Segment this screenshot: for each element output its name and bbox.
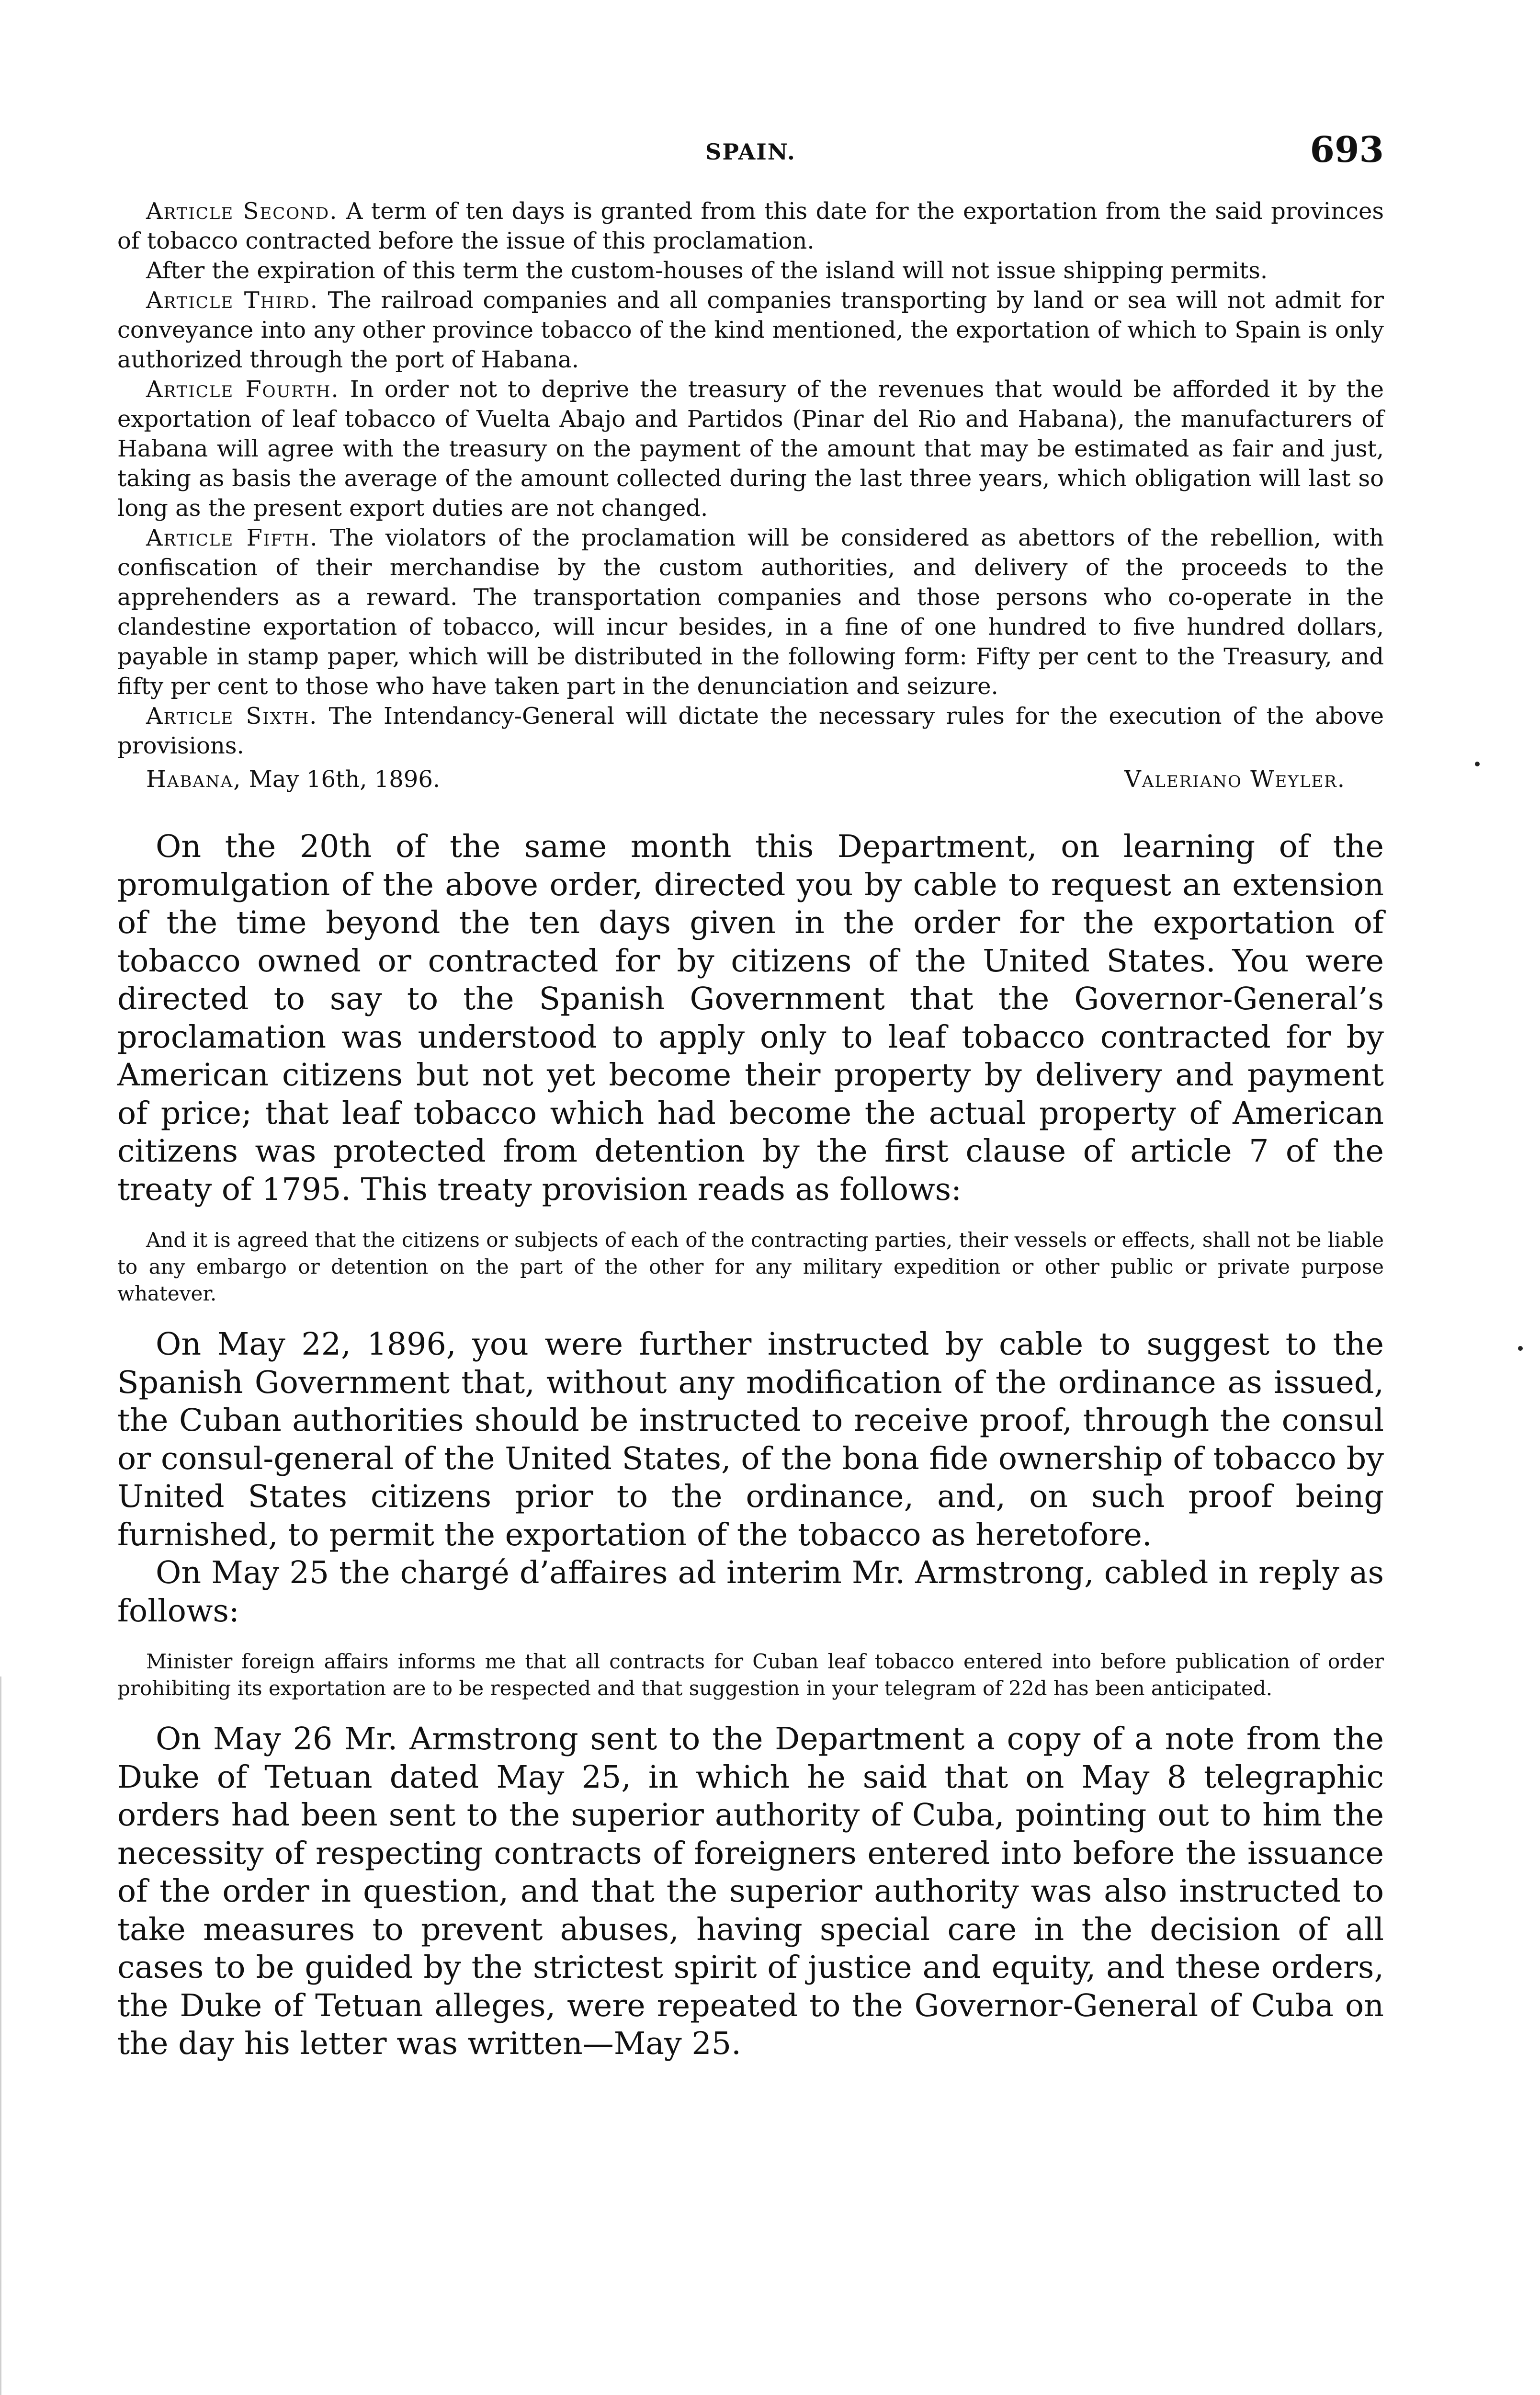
article-text: A term of ten days is granted from this date for the exportation from the said provinces of tobacco contracted before the issue of this proclamation. [117,198,1384,254]
article-third [117,285,1384,375]
page-header [117,129,1384,182]
page-number: 693 [1310,129,1384,171]
article-text: The railroad companies and all companies transporting by land or sea will not admit for conveyance into any other province tobacco of the kind mentioned, the exportation of which to Spain is only authorized through the port of Habana. [117,287,1384,373]
article-fourth [117,375,1384,523]
proclamation-text [117,196,1384,794]
article-text: The violators of the proclamation will be considered as abettors of the rebellion, with confiscation of their merchandise by the custom authorities, and delivery of the proceeds to the apprehenders as a reward. The transportation companies and those persons who co-operate in the clandestine exportation of tobacco, will incur besides, in a fine of one hundred to five hundred dollars, payable in stamp paper, which will be distributed in the following form: Fifty per cent to the Treasury, and fifty per cent to those who have taken part in the denunciation and seizure. [117,525,1384,700]
signature-date [146,764,440,794]
page-edge-line [0,1676,1,2395]
treaty-quote: And it is agreed that the citizens or subjects of each of the contracting parties, their vessels or effects, shall not be liable to any embargo or detention on the part of the other for any military expedition or other public or private purpose whatever. [117,1228,1384,1305]
article-label: Article Third. [146,287,318,314]
article-fifth [117,523,1384,701]
body-paragraph-2: On May 22, 1896, you were further instructed by cable to suggest to the Spanish Government that, without any modification of the ordinance as issued, the Cuban authorities should be instructed to receive proof, through the consul or consul-general of the United States, of the bona fide ownership of tobacco by United States citizens prior to the ordinance, and, on such proof being furnished, to permit the exportation of the tobacco as heretofore. [117,1326,1384,1553]
article-label: Article Fourth. [146,376,340,403]
signature-line [117,764,1384,794]
article-label: Article Second. [146,198,338,225]
article-sixth [117,701,1384,761]
cable-quote: Minister foreign affairs informs me that all contracts for Cuban leaf tobacco entered into before publication of order prohibiting its exportation are to be respected and that suggestion in your telegram of 22d has been anticipated. [117,1650,1384,1700]
article-second [117,196,1384,256]
signature-date-text: May 16th, 1896. [241,766,441,793]
margin-speck [1475,762,1480,766]
body-paragraph-3: On May 25 the chargé d’affaires ad interim Mr. Armstrong, cabled in reply as follows: [117,1555,1384,1629]
signature-place: Habana, [146,766,242,793]
article-text: In order not to deprive the treasury of the revenues that would be afforded it by the exportation of leaf tobacco of Vuelta Abajo and Partidos (Pinar del Rio and Habana), the manufacturers of Habana will agree with the treasury on the payment of the amount that may be estimated as fair and just, taking as basis the average of the amount collected during the last three years, which obligation will last so long as the present export duties are not changed. [117,376,1384,522]
running-head: SPAIN. [705,139,796,165]
article-text: The Intendancy-General will dictate the necessary rules for the execution of the above provisions. [117,703,1384,759]
document-page [117,129,1384,2063]
body-paragraph-1: On the 20th of the same month this Department, on learning of the promulgation of the above order, directed you by cable to request an extension of the time beyond the ten days given in the order for the exportation of tobacco owned or contracted for by citizens of the United States. You were directed to say to the Spanish Government that the Governor-General’s proclamation was understood to apply only to leaf tobacco contracted for by American citizens but not yet become their property by delivery and payment of price; that leaf tobacco which had become the actual property of American citizens was protected from detention by the first clause of article 7 of the treaty of 1795. This treaty provision reads as follows: [117,829,1384,1208]
margin-speck [1518,1346,1523,1351]
signature-name: Valeriano Weyler. [1124,766,1346,793]
after-expiration-paragraph: After the expiration of this term the custom-houses of the island will not issue shipping permits. [146,257,1268,284]
body-paragraph-4: On May 26 Mr. Armstrong sent to the Department a copy of a note from the Duke of Tetuan dated May 25, in which he said that on May 8 telegraphic orders had been sent to the superior authority of Cuba, pointing out to him the necessity of respecting contracts of foreigners entered into before the issuance of the order in question, and that the superior authority was also instructed to take measures to prevent abuses, having special care in the decision of all cases to be guided by the strictest spirit of justice and equity, and these orders, the Duke of Tetuan alleges, were repeated to the Governor-General of Cuba on the day his letter was written—May 25. [117,1721,1384,2062]
article-label: Article Fifth. [146,525,318,551]
article-label: Article Sixth. [146,703,318,730]
